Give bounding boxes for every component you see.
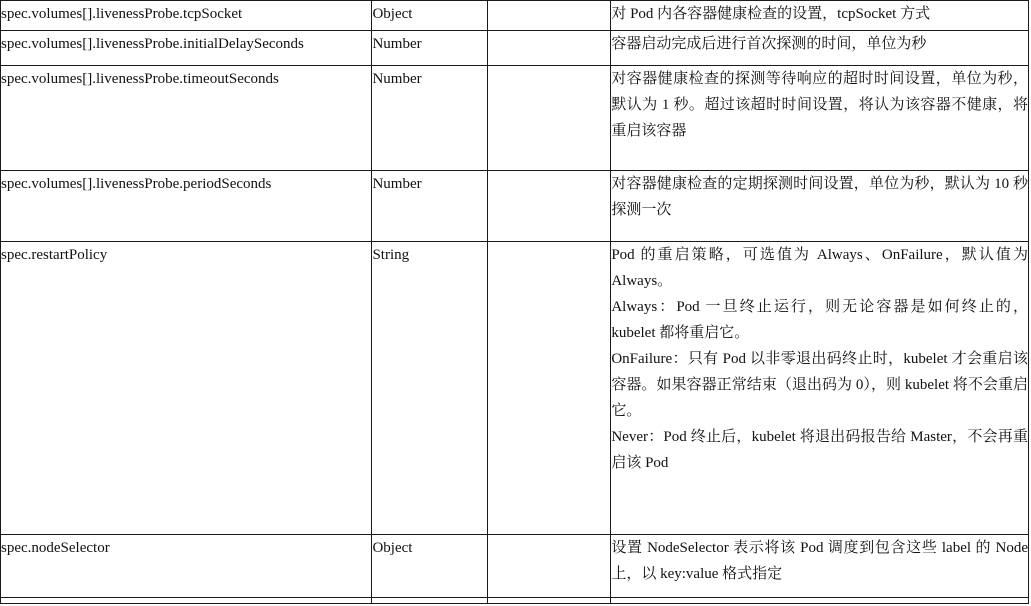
description-paragraph: Pod 的重启策略，可选值为 Always、OnFailure，默认值为 Always。	[611, 247, 1028, 289]
field-name-cell: spec.nodeSelector	[1, 535, 372, 598]
field-type-cell: Number	[372, 31, 487, 66]
field-required-cell	[487, 66, 610, 171]
field-name-cell: spec.volumes[].livenessProbe.tcpSocket	[1, 1, 372, 31]
field-description-cell	[611, 598, 1029, 604]
field-type-cell: Object	[372, 535, 487, 598]
description-paragraph: 对 Pod 内各容器健康检查的设置，tcpSocket 方式	[611, 6, 931, 22]
field-required-cell	[487, 242, 610, 535]
table-row	[1, 535, 1029, 598]
field-name-cell: spec.volumes[].livenessProbe.periodSeconds	[1, 171, 372, 242]
description-paragraph: 对容器健康检查的定期探测时间设置，单位为秒，默认为 10 秒探测一次	[611, 176, 1028, 218]
field-description-cell	[611, 171, 1029, 242]
field-description-cell	[611, 242, 1029, 535]
field-description-cell	[611, 31, 1029, 66]
table-row	[1, 66, 1029, 171]
description-paragraph: OnFailure：只有 Pod 以非零退出码终止时，kubelet 才会重启该容器。如果容器正常结束（退出码为 0），则 kubelet 将不会重启它。	[611, 351, 1028, 419]
field-description-cell	[611, 66, 1029, 171]
field-name-cell: spec.restartPolicy	[1, 242, 372, 535]
field-name-cell: spec.volumes[].livenessProbe.initialDelaySeconds	[1, 31, 372, 66]
field-type-cell: Number	[372, 66, 487, 171]
field-type-cell: Object	[372, 1, 487, 31]
description-paragraph: Always：Pod 一旦终止运行，则无论容器是如何终止的，kubelet 都将重启它。	[611, 299, 1028, 341]
table-row	[1, 31, 1029, 66]
description-paragraph: Never：Pod 终止后，kubelet 将退出码报告给 Master，不会再重启该 Pod	[611, 429, 1028, 471]
field-name-cell: spec.volumes[].livenessProbe.timeoutSeconds	[1, 66, 372, 171]
field-required-cell	[487, 171, 610, 242]
field-description-cell	[611, 535, 1029, 598]
description-paragraph: 容器启动完成后进行首次探测的时间，单位为秒	[611, 36, 927, 52]
table-row-continued	[1, 598, 1029, 604]
table-row	[1, 171, 1029, 242]
field-type-cell	[372, 598, 487, 604]
description-paragraph: 设置 NodeSelector 表示将该 Pod 调度到包含这些 label 的 Node 上，以 key:value 格式指定	[611, 540, 1028, 582]
field-name-cell	[1, 598, 372, 604]
table-row	[1, 1, 1029, 31]
field-type-cell: String	[372, 242, 487, 535]
field-required-cell	[487, 598, 610, 604]
field-description-cell	[611, 1, 1029, 31]
field-type-cell: Number	[372, 171, 487, 242]
table-row	[1, 242, 1029, 535]
field-required-cell	[487, 1, 610, 31]
field-required-cell	[487, 535, 610, 598]
field-required-cell	[487, 31, 610, 66]
description-paragraph: 对容器健康检查的探测等待响应的超时时间设置，单位为秒，默认为 1 秒。超过该超时时间设置，将认为该容器不健康，将重启该容器	[611, 71, 1028, 139]
